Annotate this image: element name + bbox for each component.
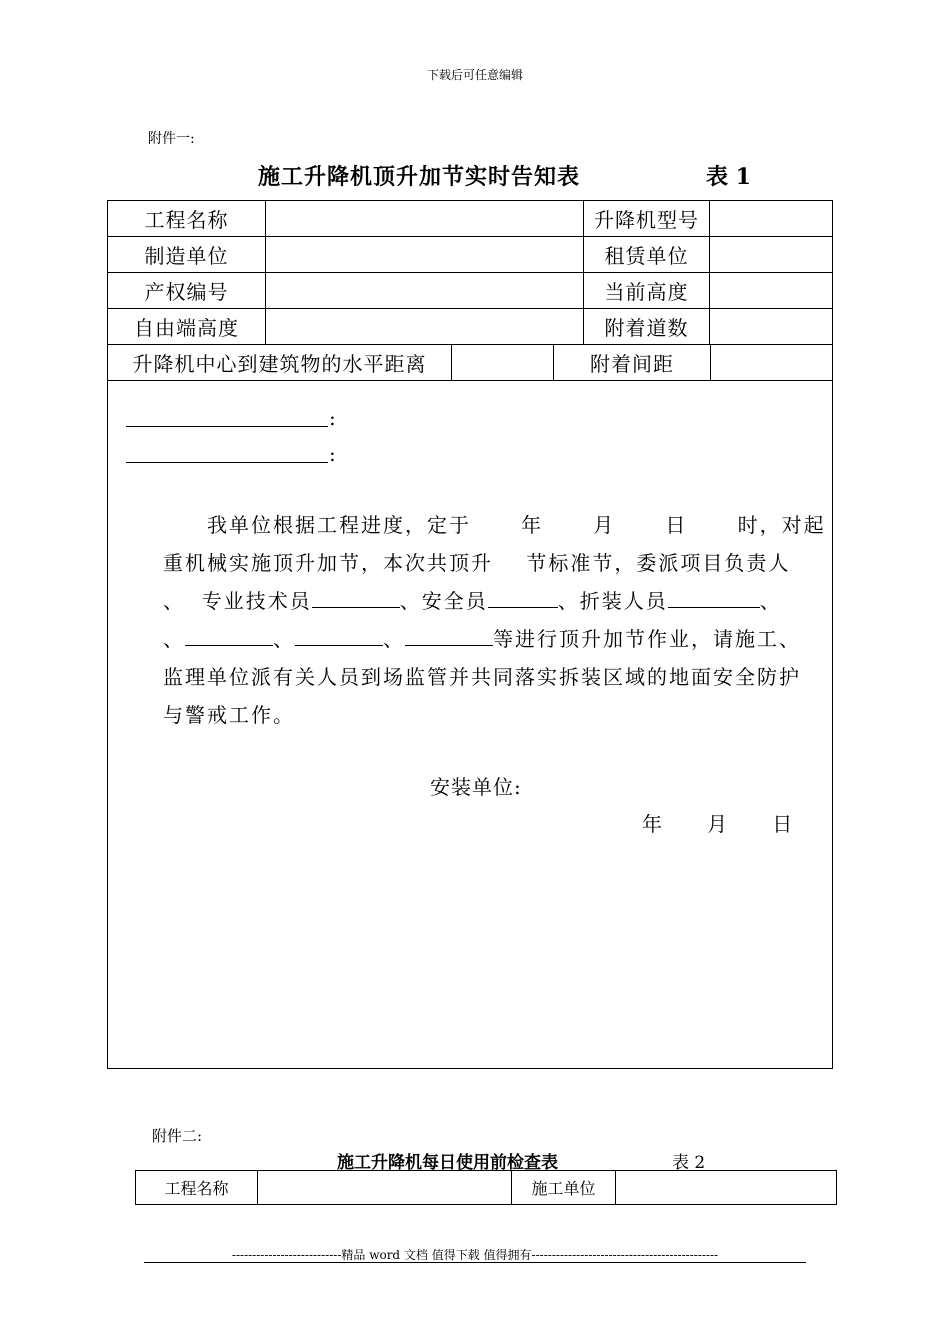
label-manufacturer: 制造单位 bbox=[108, 237, 266, 273]
notice-text-comma-2: 、 bbox=[163, 627, 185, 651]
label-elevator-model: 升降机型号 bbox=[584, 201, 710, 237]
notice-body bbox=[108, 381, 832, 1068]
notification-table bbox=[107, 200, 833, 1069]
notice-text-comma-1: 、 bbox=[759, 589, 782, 613]
table-number-2: 表 2 bbox=[672, 1153, 706, 1173]
recipient-line-1[interactable] bbox=[126, 426, 328, 427]
label-current-height: 当前高度 bbox=[584, 273, 710, 309]
table-number-1: 表 1 bbox=[706, 164, 751, 190]
notice-text-installer: 、折装人员 bbox=[557, 589, 668, 613]
safety-officer-blank[interactable] bbox=[488, 587, 558, 608]
notice-text-safety: 、安全员 bbox=[399, 589, 488, 613]
value-project-name[interactable] bbox=[266, 201, 584, 237]
label-leasing-unit: 租赁单位 bbox=[584, 237, 710, 273]
notice-line-1: 我单位根据工程进度，定于 年 月 日 时，对起 bbox=[207, 513, 826, 537]
footer-text: ---------------------------精品 word 文档 值得下载 值得拥有---------------------------------------------- bbox=[231, 1248, 719, 1262]
daily-check-table bbox=[135, 1170, 837, 1205]
recipient-colon-1: : bbox=[329, 406, 336, 430]
notice-text-comma-3: 、 bbox=[273, 627, 295, 651]
label-free-end-height: 自由端高度 bbox=[108, 309, 266, 345]
sign-date: 年 月 日 bbox=[642, 812, 794, 836]
label-horizontal-distance: 升降机中心到建筑物的水平距离 bbox=[108, 345, 452, 381]
footer-rule bbox=[144, 1262, 806, 1263]
install-unit-label: 安装单位: bbox=[430, 775, 522, 799]
tech-staff-blank[interactable] bbox=[312, 587, 400, 608]
value-project-name-2[interactable] bbox=[258, 1171, 512, 1204]
label-attachment-spacing: 附着间距 bbox=[554, 345, 711, 381]
notice-text-tech: 、 专业技术员 bbox=[163, 589, 312, 613]
label-project-name-2: 工程名称 bbox=[136, 1171, 258, 1204]
value-manufacturer[interactable] bbox=[266, 237, 584, 273]
label-attachment-count: 附着道数 bbox=[584, 309, 710, 345]
value-leasing-unit[interactable] bbox=[710, 237, 832, 273]
attachment-2-label: 附件二: bbox=[152, 1127, 203, 1145]
value-property-number[interactable] bbox=[266, 273, 584, 309]
value-horizontal-distance[interactable] bbox=[452, 345, 554, 381]
value-attachment-spacing[interactable] bbox=[711, 345, 832, 381]
recipient-line-2[interactable] bbox=[126, 462, 328, 463]
value-attachment-count[interactable] bbox=[710, 309, 832, 345]
value-elevator-model[interactable] bbox=[710, 201, 832, 237]
value-construction-unit[interactable] bbox=[616, 1171, 836, 1204]
notice-line-2: 重机械实施顶升加节，本次共顶升 节标准节，委派项目负责人 bbox=[163, 551, 791, 575]
label-property-number: 产权编号 bbox=[108, 273, 266, 309]
installer-blank-4[interactable] bbox=[405, 625, 493, 646]
label-project-name: 工程名称 bbox=[108, 201, 266, 237]
value-current-height[interactable] bbox=[710, 273, 832, 309]
form-title-2: 施工升降机每日使用前检查表 bbox=[337, 1153, 558, 1173]
installer-blank-3[interactable] bbox=[295, 625, 383, 646]
notice-text-comma-4: 、 bbox=[383, 627, 405, 651]
recipient-colon-2: : bbox=[329, 442, 336, 466]
label-construction-unit: 施工单位 bbox=[512, 1171, 616, 1204]
notice-line-3 bbox=[163, 582, 828, 620]
installer-blank-1[interactable] bbox=[668, 587, 760, 608]
notice-line-4 bbox=[163, 620, 828, 658]
value-free-end-height[interactable] bbox=[266, 309, 584, 345]
header-note: 下载后可任意编辑 bbox=[426, 68, 523, 82]
form-title-1: 施工升降机顶升加节实时告知表 bbox=[258, 164, 581, 190]
notice-line-5: 监理单位派有关人员到场监管并共同落实拆装区域的地面安全防护 bbox=[163, 665, 801, 689]
notice-text-end: 等进行顶升加节作业，请施工、 bbox=[493, 627, 801, 651]
installer-blank-2[interactable] bbox=[185, 625, 273, 646]
notice-line-6: 与警戒工作。 bbox=[163, 703, 295, 727]
attachment-1-label: 附件一: bbox=[148, 131, 195, 147]
